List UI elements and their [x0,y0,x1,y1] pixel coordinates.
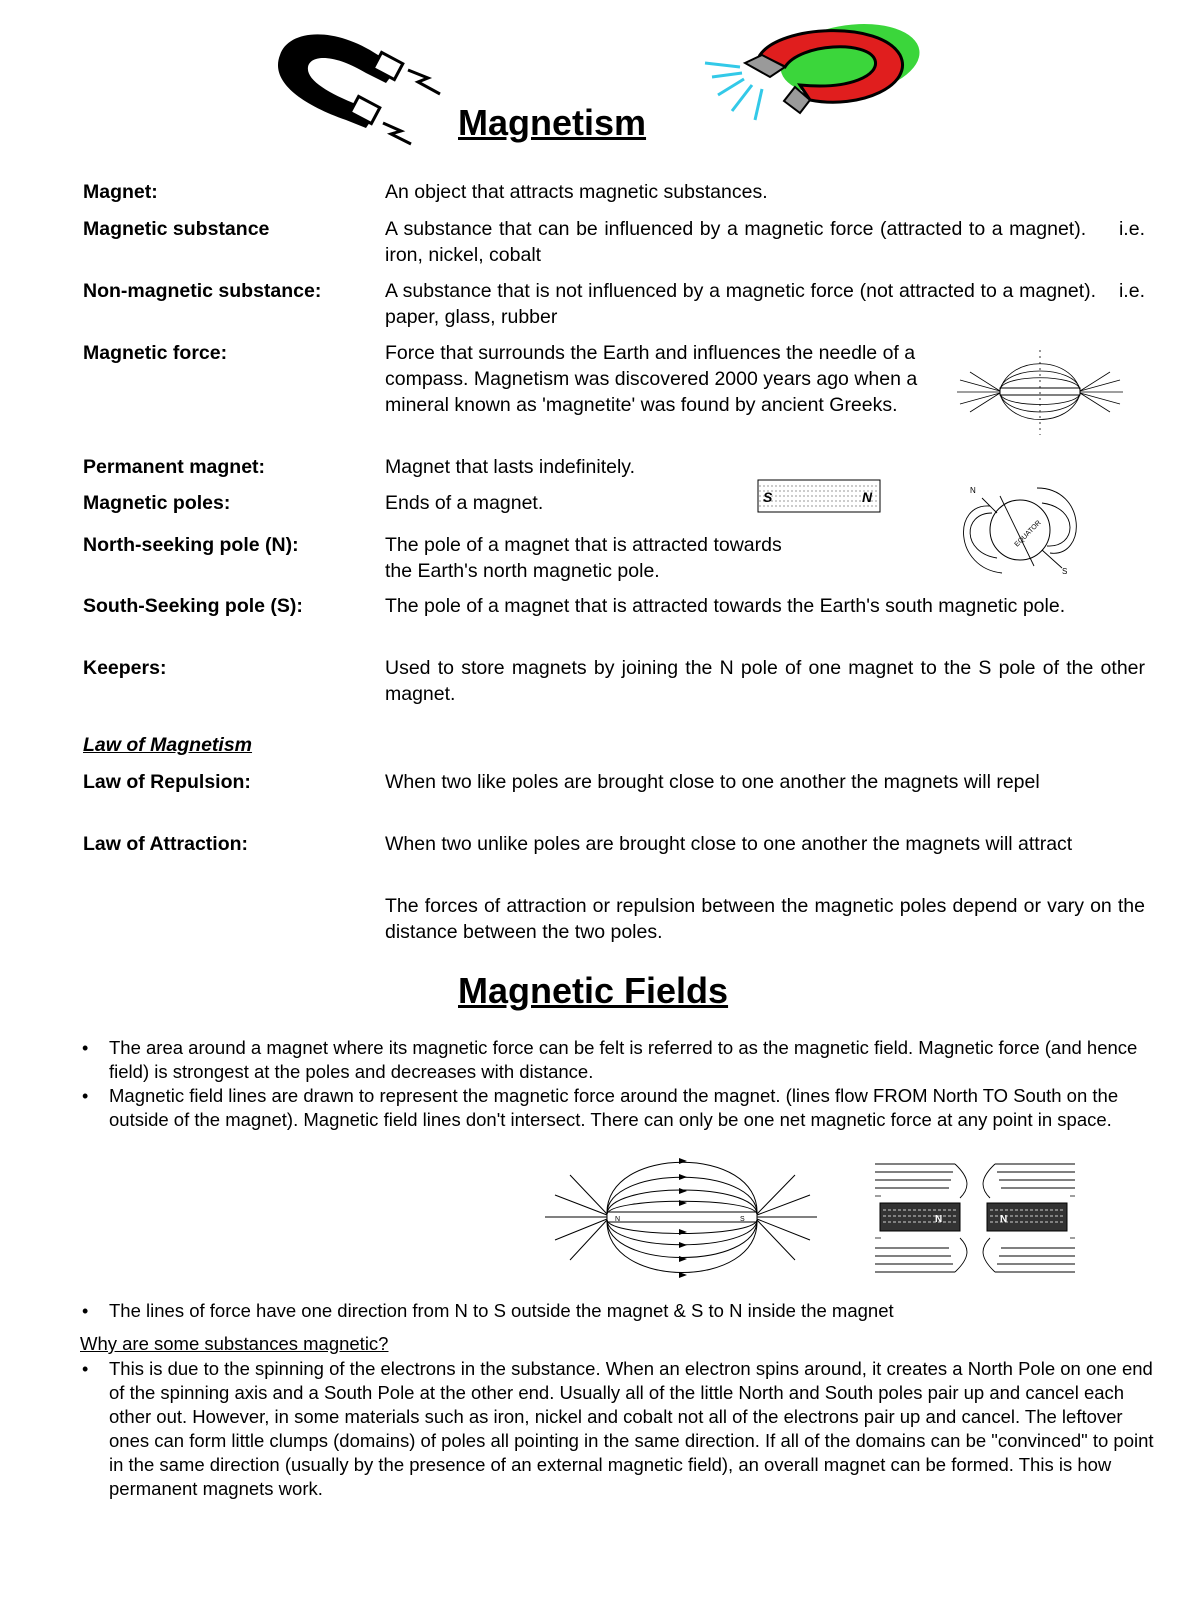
pole-label-s: S [763,489,773,505]
law-note: The forces of attraction or repulsion between the magnetic poles depend or vary on the distance between the two poles. [385,895,1145,943]
def-permanent-magnet: Magnet that lasts indefinitely. [385,456,636,478]
fields-title: Magnetic Fields [458,970,729,1011]
field-s-label: S [740,1216,745,1223]
repel-n-label-2: N [1000,1214,1008,1225]
earth-magnetic-field-diagram [962,478,1082,583]
why-bullet: • This is due to the spinning of the electrons in the substance. When an electron spins around, it creates a North Pole on one end of the spinning axis and a South Pole at the other end. Usually all of the little North and South poles pair up and cancel each other out. However, in some materials such as iron, nickel and cobalt not all of the electrons pair up and cancel. The leftover ones can form little clumps (domains) of poles all pointing in the same direction. If all of the domains can be "convinced" to point in the same direction (usually by the presence of an external magnetic field), an overall magnet can be formed. This is how permanent magnets work. [80,1357,1160,1501]
law-heading: Law of Magnetism [83,734,253,756]
bar-magnet-field-diagram [955,350,1125,435]
why-bullet-list [80,1357,1160,1501]
bar-magnet-field-lines-diagram [545,1150,830,1295]
term-magnetic-poles: Magnetic poles: [83,492,231,514]
field-n-label: N [615,1216,621,1223]
def-magnetic-force: Force that surrounds the Earth and influences the needle of a compass. Magnetism was discovered 2000 years ago when a mineral known as 'magnetite' was found by ancient Greeks. [385,342,918,416]
repel-n-label-1: N [935,1214,943,1225]
fields-bullet-list [80,1036,1160,1132]
def-magnetic-substance: A substance that can be influenced by a magnetic force (attracted to a magnet). i.e. iron, nickel, cobalt [385,218,1151,266]
term-law-repulsion: Law of Repulsion: [83,771,251,793]
pole-label-n: N [862,489,873,505]
term-permanent-magnet: Permanent magnet: [83,456,266,478]
fields-bullet-1: • The area around a magnet where its magnetic force can be felt is referred to as the magnetic field. Magnetic force (and hence field) is strongest at the poles and decreases with distance. [80,1036,1160,1084]
def-keepers: Used to store magnets by joining the N pole of one magnet to the S pole of the other magnet. [385,657,1145,705]
earth-n-label: N [970,486,976,495]
fields-bullet-list-2 [80,1299,1160,1323]
term-keepers: Keepers: [83,657,167,679]
def-law-repulsion: When two like poles are brought close to one another the magnets will repel [385,771,1040,793]
bar-magnet-filings-diagram [757,478,882,516]
term-magnetic-substance: Magnetic substance [83,218,270,240]
term-north-seeking-pole: North-seeking pole (N): [83,534,299,556]
horseshoe-magnet-black-icon [258,25,458,120]
term-non-magnetic-substance: Non-magnetic substance: [83,280,322,302]
two-magnets-filings-diagram [875,1158,1075,1278]
term-law-attraction: Law of Attraction: [83,833,249,855]
earth-label: EQUATOR [1013,519,1043,549]
term-magnetic-force: Magnetic force: [83,342,228,364]
def-law-attraction: When two unlike poles are brought close to one another the magnets will attract [385,833,1073,855]
page-title: Magnetism [458,102,647,143]
term-magnet: Magnet: [83,181,158,203]
def-magnetic-poles: Ends of a magnet. [385,492,544,514]
term-south-seeking-pole: South-Seeking pole (S): [83,595,303,617]
horseshoe-magnet-red-icon [700,15,925,130]
def-north-seeking-pole: The pole of a magnet that is attracted towards the Earth's north magnetic pole. [385,534,782,582]
fields-bullet-3: • The lines of force have one direction from N to S outside the magnet & S to N inside the magnet [80,1299,1160,1323]
why-heading: Why are some substances magnetic? [80,1333,389,1354]
earth-s-label: S [1062,567,1068,576]
def-non-magnetic-substance: A substance that is not influenced by a magnetic force (not attracted to a magnet). i.e. paper, glass, rubber [385,280,1151,328]
fields-bullet-2: • Magnetic field lines are drawn to represent the magnetic force around the magnet. (lines flow FROM North TO South on the outside of the magnet). Magnetic field lines don't intersect. There can only be one net magnetic force at any point in space. [80,1084,1160,1132]
def-south-seeking-pole: The pole of a magnet that is attracted towards the Earth's south magnetic pole. [385,595,1066,617]
def-magnet: An object that attracts magnetic substances. [385,181,768,203]
